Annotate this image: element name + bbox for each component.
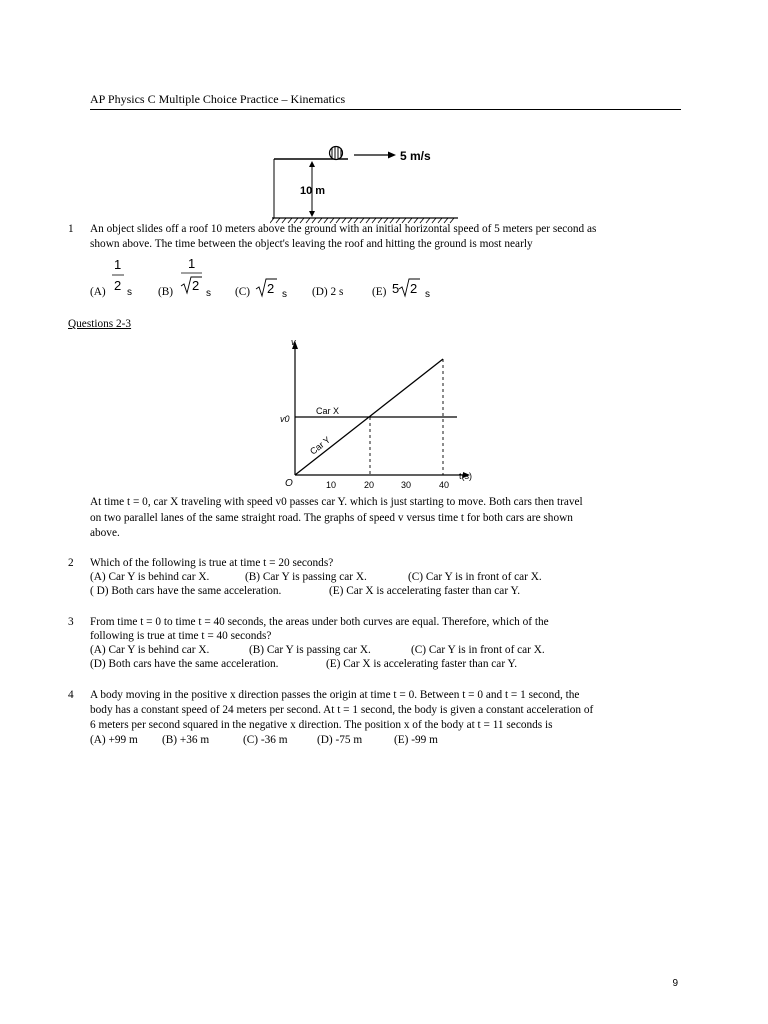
- svg-text:2: 2: [410, 281, 418, 296]
- tick-label-40: 40: [439, 480, 450, 490]
- q4-choice-b: (B) +36 m: [162, 734, 210, 746]
- q2-choice-c: (C) Car Y is in front of car X.: [408, 571, 542, 583]
- tick-label-20: 20: [364, 480, 375, 490]
- q4-choice-d: (D) -75 m: [317, 734, 363, 746]
- tick-label-10: 10: [326, 480, 337, 490]
- q2-choice-d: ( D) Both cars have the same acceleration.: [90, 585, 282, 597]
- question-4-number: 4: [68, 689, 74, 701]
- svg-text:2: 2: [267, 281, 275, 296]
- car-y-label: Car Y: [308, 434, 333, 457]
- question-3-number: 3: [68, 616, 74, 628]
- speed-time-graph: [275, 335, 485, 495]
- q3-choice-a: (A) Car Y is behind car X.: [90, 644, 210, 656]
- question-4-text-line-3: 6 meters per second squared in the negative x direction. The position x of the body at t = 11 seconds is: [90, 719, 553, 731]
- q3-choice-c: (C) Car Y is in front of car X.: [411, 644, 545, 656]
- question-3-text-line-2: following is true at time t = 40 seconds?: [90, 630, 272, 642]
- svg-text:1: 1: [188, 256, 196, 271]
- svg-text:1: 1: [114, 257, 122, 272]
- car-x-label: Car X: [316, 406, 340, 416]
- tick-label-30: 30: [401, 480, 412, 490]
- q3-choice-e: (E) Car X is accelerating faster than car Y.: [326, 658, 518, 670]
- q3-choice-d: (D) Both cars have the same acceleration.: [90, 658, 279, 670]
- svg-text:5: 5: [392, 281, 400, 296]
- q1-choice-b-fraction: [178, 252, 218, 300]
- q1-choice-c-label: (C): [235, 286, 251, 298]
- q2-choice-e: (E) Car X is accelerating faster than car Y.: [329, 585, 521, 597]
- svg-text:s: s: [425, 289, 430, 300]
- document-header: AP Physics C Multiple Choice Practice – Kinematics: [90, 92, 346, 106]
- header-rule: [90, 109, 681, 110]
- q1-choice-a-fraction: [110, 255, 140, 301]
- ball-object: [330, 147, 343, 160]
- q2-choice-a: (A) Car Y is behind car X.: [90, 571, 210, 583]
- origin-label: O: [285, 478, 293, 489]
- q3-choice-b: (B) Car Y is passing car X.: [249, 644, 371, 656]
- question-2-text: Which of the following is true at time t = 20 seconds?: [90, 557, 334, 569]
- v0-label: v0: [280, 414, 290, 424]
- question-4-text-line-2: body has a constant speed of 24 meters per second. At t = 1 second, the body is given a constant acceleration of: [90, 704, 594, 716]
- q4-choice-e: (E) -99 m: [394, 734, 438, 746]
- q1-choice-e-label: (E): [372, 286, 387, 298]
- svg-text:s: s: [206, 288, 211, 299]
- question-1-text-line-2: shown above. The time between the object's leaving the roof and hitting the ground is most nearly: [90, 238, 533, 250]
- t-axis-label: t(s): [459, 471, 472, 481]
- intro-line-2: on two parallel lanes of the same straight road. The graphs of speed v versus time t for both cars are shown: [90, 512, 573, 524]
- speed-label: 5 m/s: [400, 149, 431, 163]
- questions-2-3-heading: Questions 2-3: [68, 318, 132, 330]
- question-2-number: 2: [68, 557, 74, 569]
- question-1-number: 1: [68, 223, 74, 235]
- question-3-text-line-1: From time t = 0 to time t = 40 seconds, the areas under both curves are equal. Therefore, which of the: [90, 616, 549, 628]
- q1-choice-c-radical: [255, 275, 295, 303]
- q1-choice-b-label: (B): [158, 286, 174, 298]
- q4-choice-a: (A) +99 m: [90, 734, 138, 746]
- page-number: 9: [672, 978, 678, 989]
- svg-text:s: s: [282, 289, 287, 300]
- v-axis-label: v: [291, 337, 296, 347]
- svg-text:2: 2: [114, 278, 122, 293]
- roof-diagram: [270, 140, 470, 230]
- height-label: 10 m: [300, 185, 326, 197]
- svg-text:s: s: [127, 287, 132, 298]
- q2-choice-b: (B) Car Y is passing car X.: [245, 571, 367, 583]
- intro-line-3: above.: [90, 527, 120, 539]
- svg-text:2: 2: [192, 278, 200, 293]
- q1-choice-e-radical: [391, 275, 439, 303]
- question-4-text-line-1: A body moving in the positive x direction passes the origin at time t = 0. Between t = 0 and t = 1 second, the: [90, 689, 580, 701]
- q1-choice-a-label: (A): [90, 286, 106, 298]
- intro-line-1: At time t = 0, car X traveling with speed v0 passes car Y. which is just starting to move. Both cars then travel: [90, 496, 583, 508]
- question-1-text-line-1: An object slides off a roof 10 meters above the ground with an initial horizontal speed of 5 meters per second as: [90, 223, 597, 235]
- q4-choice-c: (C) -36 m: [243, 734, 288, 746]
- q1-choice-d: (D) 2 s: [312, 286, 344, 298]
- velocity-arrow: [354, 152, 396, 159]
